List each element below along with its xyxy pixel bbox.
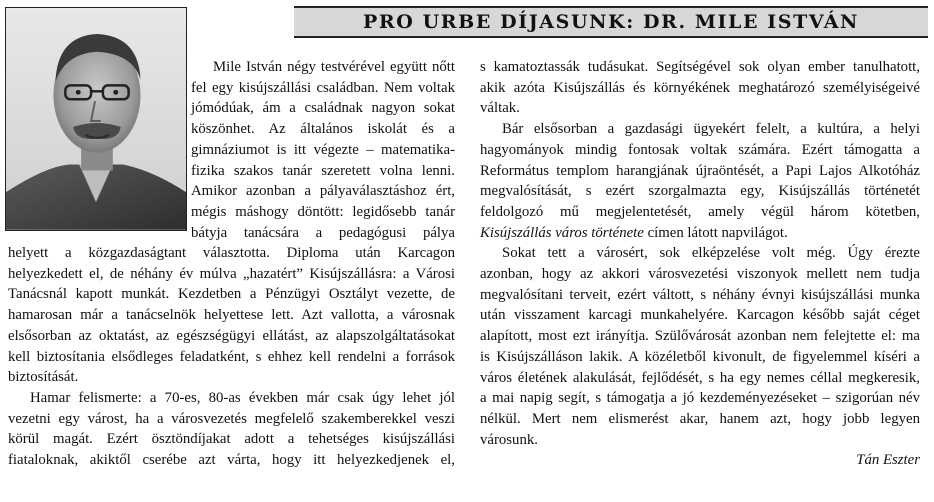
text-line: akik azóta Kisújszállás és környékének meghatározó személyiségeivé [480, 79, 920, 96]
text-line: Bár elsősorban a gazdasági ügyekért felelt, a kultúra, a helyi [502, 121, 920, 138]
text-line [480, 223, 920, 244]
text-line: Sokat tett a városért, sok elképzelése volt még. Úgy érezte [502, 245, 920, 262]
text-line: Tanácsnál kapott munkát. Kezdetben a Pénzügyi Osztályt vezette, de [8, 286, 455, 303]
text-line: elsősorban az oktatást, az egészségügyi ellátást, az alapszolgáltatásokat [8, 327, 455, 344]
text-line: s kamatoztassák tudásukat. Segítségével sok olyan ember tanulhatott, [480, 59, 920, 75]
text-line: után visszament karcagi munkahelyére. Karcagon később saját céget [480, 307, 920, 324]
text-line: mégis máshogy döntött: legidősebb tanár [191, 203, 455, 220]
text-line: Hamar felismerte: a 70-es, 80-as években már csak úgy lehet jól [30, 389, 455, 406]
text-line: körül magát. Ezért ösztöndíjakat adott a tehetséges kisújszállási [8, 431, 455, 448]
text-line: Amikor azonban a pályaválasztáshoz ért, [191, 183, 455, 200]
text-line: városunk. [480, 431, 538, 448]
text-line: a mai napig segít, s támogatja a jó kezdeményezéseket – szigorúan név [480, 390, 920, 407]
text-line: város életének alakulását, fejlődését, s ha egy nemes céllal megkeresik, [480, 369, 920, 386]
text-line: Református templom harangjának újraöntését, a Papi Lajos Alkotóház [480, 162, 920, 179]
text-line: megvalósítani terveit, ezért váltott, s néhány évnyi kisújszállási munka [480, 286, 920, 303]
text-line: helyett a közgazdaságtant választotta. Diploma után Karcagon [8, 245, 455, 261]
text-line: megvalósítását, s ezért szorgalmazta egy, Kisújszállás történetét [480, 183, 920, 200]
text-line: hagyományok mindig fontosak voltak számára. Ezért támogatta a [480, 141, 920, 158]
right-column-text [480, 57, 920, 471]
book-title: Kisújszállás város története [480, 224, 644, 241]
article-title-bar [294, 6, 928, 38]
text-line: is Kisújszálláson lakik. A közéletből kivonult, de figyelemmel kíséri a [480, 348, 920, 365]
text-line: alapított, most ezt irányítja. Szülővárosát azonban nem felejtette el: ma [480, 328, 920, 345]
article-title: PRO URBE DÍJASUNK: DR. MILE ISTVÁN [362, 11, 860, 33]
text-line: nélkül. Mert nem elismerést akar, hanem azt, hogy jobb legyen [480, 410, 920, 427]
text-line: fizika szakos tanár szeretett volna lenni. [191, 162, 455, 179]
text-line: váltak. [480, 100, 520, 117]
text-line: biztosítását. [8, 369, 79, 386]
portrait-photo [5, 7, 187, 231]
text-line: bátyja tanácsára a pedagógusi pálya [191, 224, 455, 241]
text-line: vezetni egy várost, ha a városvezetés megfelelő szakemberekkel veszi [8, 410, 455, 427]
text-line: Mile István négy testvérével együtt nőtt [213, 59, 455, 75]
text-line: köszönhet. Az általános iskolát és a [191, 121, 455, 138]
text-line: azonban, hogy az akkori városvezetési viszonyok mellett nem tudja [480, 266, 920, 283]
left-column-full-text [8, 243, 455, 471]
text-line: helyezkedett el, de néhány év múlva „hazatért” Kisújszállásra: a Városi [8, 265, 455, 282]
text-line: kell biztosítania elsődleges feladatként, s ehhez kell rendelni a források [8, 348, 455, 365]
text-line: hamarosan már a tanácselnök helyettese lett. Azt vallotta, a városnak [8, 307, 455, 324]
portrait-photo-image [6, 8, 186, 230]
author-signature [480, 450, 920, 471]
text-line: jómódúak, ám a családnak nagyon sokat [191, 100, 455, 117]
text-fragment: címen látott napvilágot. [643, 224, 788, 241]
author-name: Tán Eszter [856, 452, 920, 469]
text-line: feldolgozó mű megjelentetését, amely végül három kötetben, [480, 203, 920, 220]
left-column-wrapped-text [191, 57, 455, 243]
text-line: fel egy kisújszállási családban. Nem voltak [191, 79, 455, 96]
text-line: fiataloknak, akiktől cserébe azt várta, hogy itt helyezkedjenek el, [8, 452, 455, 469]
text-line: gimnáziumot is itt végezte – matematika- [191, 141, 455, 158]
